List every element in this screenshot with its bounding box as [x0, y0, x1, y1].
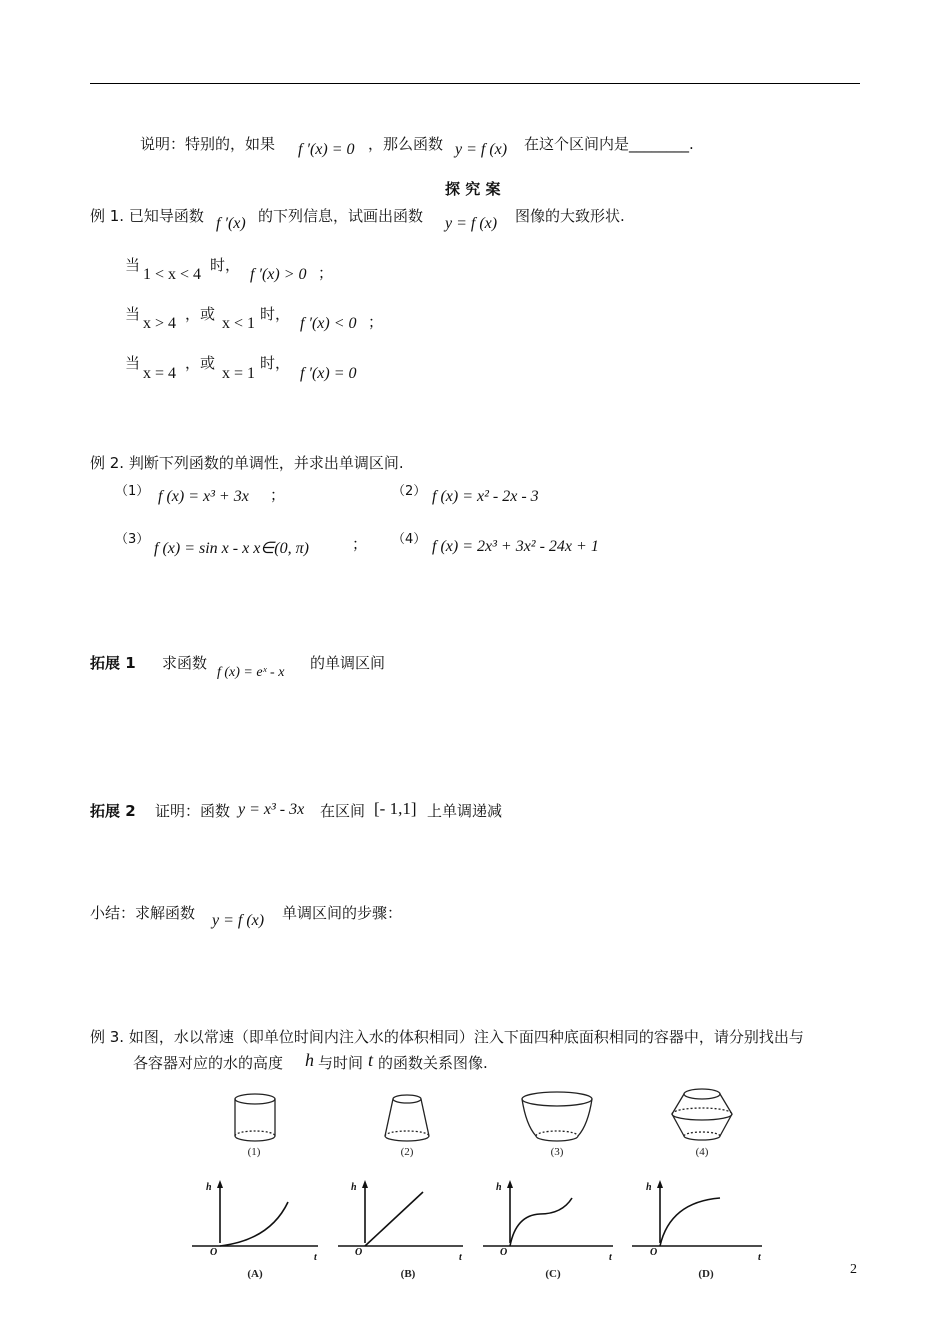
- ext1-text-1: 求函数: [162, 654, 208, 672]
- ext2-text-1: 证明：函数: [155, 802, 231, 820]
- ex1-c2-time: 时，: [260, 305, 291, 323]
- ex1-c1-end: ；: [318, 264, 334, 282]
- graph-label-a: (A): [247, 1268, 263, 1280]
- graph-b: [338, 1183, 463, 1246]
- container-cylinder: [235, 1094, 275, 1141]
- ex1-c3-when: 当: [125, 354, 141, 372]
- ex1-c3-val2: x = 1: [222, 365, 256, 382]
- ex1-c1-deriv: f ′(x) > 0: [250, 266, 307, 283]
- container-label-2: (2): [400, 1146, 414, 1158]
- note-text-1: 说明：特别的，如果: [140, 135, 276, 153]
- ext2-text-3: 上单调递减: [427, 802, 503, 820]
- section-title: 探 究 案: [445, 180, 501, 198]
- graph-d-axis-h: h: [646, 1182, 652, 1193]
- ex1-text-2: 的下列信息，试画出函数: [258, 207, 424, 225]
- ex2-item1-num: （1）: [115, 484, 150, 499]
- ex1-c1-range: 1 < x < 4: [143, 266, 202, 283]
- ex1-c3-or: ，或: [185, 354, 216, 372]
- page-number: 2: [850, 1262, 857, 1277]
- ex2-item4-num: （4）: [392, 532, 427, 547]
- container-bowl-wide-top: [522, 1092, 592, 1141]
- ex3-line-2b: 与时间: [318, 1054, 364, 1072]
- ex1-c3-val1: x = 4: [143, 365, 177, 382]
- ex1-c2-when: 当: [125, 305, 141, 323]
- container-label-1: (1): [247, 1146, 261, 1158]
- ext2-interval: [- 1,1]: [374, 799, 417, 818]
- ex1-formula-1: f ′(x): [216, 215, 246, 232]
- container-label-3: (3): [550, 1146, 564, 1158]
- header-rule: [90, 83, 860, 84]
- summary-text-1: 小结：求解函数: [90, 904, 196, 922]
- note-text-2: ，那么函数: [368, 135, 444, 153]
- note-formula-1: f ′(x) = 0: [298, 141, 355, 158]
- summary-text-2: 单调区间的步骤：: [282, 904, 403, 922]
- graph-c: [483, 1183, 613, 1246]
- ex2-item3-num: （3）: [115, 532, 150, 547]
- graph-c-axis-h: h: [496, 1182, 502, 1193]
- graph-a-axis-t: t: [314, 1252, 317, 1263]
- graph-label-b: (B): [400, 1268, 416, 1280]
- ext2-formula: y = x³ - 3x: [238, 801, 305, 818]
- ex3-var-h: h: [305, 1050, 314, 1070]
- ex3-var-t: t: [368, 1050, 374, 1070]
- ex2-item2-formula: f (x) = x² - 2x - 3: [432, 488, 539, 505]
- note-line: [140, 133, 275, 154]
- ext2-text-2: 在区间: [320, 802, 366, 820]
- graph-label-d: (D): [698, 1268, 714, 1280]
- ex3-line-1: 例 3. 如图，水以常速（即单位时间内注入水的体积相同）注入下面四种底面积相同的容器中，请分别找出与: [90, 1028, 804, 1046]
- ex3-figure: [180, 1080, 780, 1290]
- graph-d-origin: O: [650, 1247, 658, 1258]
- container-frustum-narrow-top: [385, 1095, 429, 1141]
- ex1-text-1: 例 1. 已知导函数: [90, 207, 204, 225]
- graph-label-c: (C): [545, 1268, 561, 1280]
- graph-b-origin: O: [355, 1247, 363, 1258]
- container-label-4: (4): [695, 1146, 709, 1158]
- graph-a-origin: O: [210, 1247, 218, 1258]
- graph-b-axis-t: t: [459, 1252, 462, 1263]
- ex3-line-2a: 各容器对应的水的高度: [133, 1054, 284, 1072]
- ex1-c2-deriv: f ′(x) < 0: [300, 315, 357, 332]
- ex1-c1-time: 时，: [210, 256, 241, 274]
- ex2-item2-num: （2）: [392, 484, 427, 499]
- ex2-item1-end: ；: [270, 486, 286, 504]
- ex2-item3-end: ；: [352, 535, 368, 553]
- summary-formula: y = f (x): [212, 912, 265, 929]
- ex1-c3-deriv: f ′(x) = 0: [300, 365, 357, 382]
- ex2-item3-formula: f (x) = sin x - x x∈(0, π): [154, 540, 309, 557]
- ext1-label: 拓展 1: [90, 654, 136, 672]
- ext1-text-2: 的单调区间: [310, 654, 386, 672]
- ext2-label: 拓展 2: [90, 802, 136, 820]
- ex2-item1-formula: f (x) = x³ + 3x: [158, 488, 249, 505]
- note-text-3: 在这个区间内是________.: [524, 135, 694, 153]
- container-barrel: [672, 1089, 732, 1140]
- graph-b-axis-h: h: [351, 1182, 357, 1193]
- graph-a-axis-h: h: [206, 1182, 212, 1193]
- ex2-title: 例 2. 判断下列函数的单调性，并求出单调区间.: [90, 454, 404, 472]
- graph-d-axis-t: t: [758, 1252, 761, 1263]
- ex1-c2-range1: x > 4: [143, 315, 177, 332]
- ex1-formula-2: y = f (x): [445, 215, 498, 232]
- graph-c-origin: O: [500, 1247, 508, 1258]
- ex2-item4-formula: f (x) = 2x³ + 3x² - 24x + 1: [432, 538, 599, 555]
- ex1-text-3: 图像的大致形状.: [515, 207, 625, 225]
- graph-c-axis-t: t: [609, 1252, 612, 1263]
- note-formula-2: y = f (x): [455, 141, 508, 158]
- ex1-c3-time: 时，: [260, 354, 291, 372]
- ext1-formula: f (x) = eˣ - x: [217, 665, 285, 680]
- ex1-c2-or: ，或: [185, 305, 216, 323]
- ex1-c2-end: ；: [368, 313, 384, 331]
- ex3-line-2c: 的函数关系图像.: [378, 1054, 488, 1072]
- ex1-c2-range2: x < 1: [222, 315, 256, 332]
- ex1-c1-when: 当: [125, 256, 141, 274]
